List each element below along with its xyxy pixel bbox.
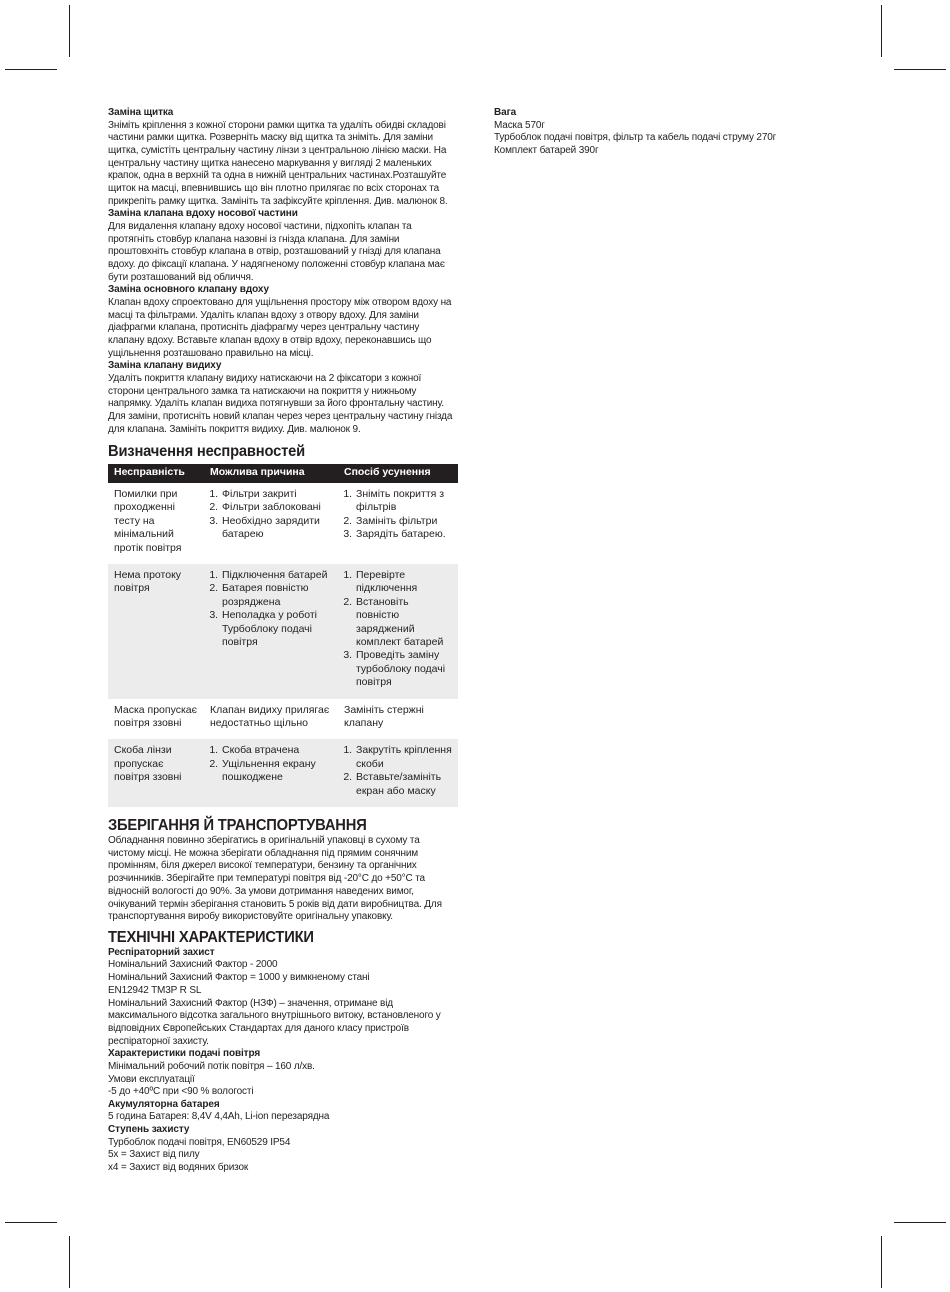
cause-cell: Клапан видиху прилягає недостатньо щільно xyxy=(210,703,330,729)
text-line: Номінальний Захисний Фактор (НЗФ) – значення, отримане від xyxy=(108,997,393,1009)
section-text xyxy=(108,221,460,285)
list-item: 1. Скоба втрачена xyxy=(221,744,334,757)
replace-shield-section xyxy=(108,107,460,208)
cause-cell xyxy=(204,739,338,807)
fault-cell: Маска пропускає повітря ззовні xyxy=(114,703,197,729)
troubleshooting-title: Визначення несправностей xyxy=(108,443,305,461)
text-line: протягніть стовбур клапана назовні із гнізда клапана. Для заміни xyxy=(108,233,400,245)
text-line: Номінальний Захисний Фактор - 2000 xyxy=(108,959,278,971)
text-line: розчинників. Зберігайте при температурі повітря від -20°C до +50°C та xyxy=(108,873,425,885)
list-item: 2. Замініть фільтри xyxy=(355,515,454,528)
text-line: x4 = Захист від водяних бризок xyxy=(108,1162,249,1174)
table-header-row xyxy=(108,464,458,482)
text-line: 5x = Захист від пилу xyxy=(108,1149,200,1161)
crop-mark xyxy=(894,69,946,70)
crop-mark xyxy=(69,5,70,57)
list-item: 3. Необхідно зарядити батарею xyxy=(221,515,334,542)
section-heading: Заміна клапана вдоху носової частини xyxy=(108,208,298,220)
section-text xyxy=(108,120,460,209)
section-text xyxy=(108,1137,460,1175)
text-line: напрямку. Удаліть клапан видиха потягнувши за його фронтальну частину. xyxy=(108,398,445,410)
list-item: 1. Підключення батарей xyxy=(221,569,334,582)
section-heading: Заміна щитка xyxy=(108,107,174,118)
section-heading: Заміна основного клапану вдоху xyxy=(108,284,269,296)
text-line: EN12942 TM3P R SL xyxy=(108,984,202,996)
nose-valve-section xyxy=(108,208,460,284)
table-row xyxy=(108,699,458,740)
text-line: масці та фільтрами. Удаліть клапан вдоху з отвору вдоху. Для заміни xyxy=(108,309,419,321)
text-line: -5 до +40ºC при <90 % вологості xyxy=(108,1086,254,1098)
fault-cell: Скоба лінзи пропускає повітря ззовні xyxy=(108,739,204,807)
column-header: Можлива причина xyxy=(204,464,338,482)
section-heading: Акумуляторна батарея xyxy=(108,1098,220,1110)
list-item: 2. Батарея повністю розряджена xyxy=(221,582,334,609)
crop-mark xyxy=(5,1222,57,1223)
column-header: Спосіб усунення xyxy=(338,464,458,482)
section-text xyxy=(108,959,460,1048)
list-item: 1. Зніміть покриття з фільтрів xyxy=(355,488,454,515)
crop-mark xyxy=(894,1222,946,1223)
list-item: 1. Перевірте підключення xyxy=(355,569,454,596)
list-item: 3. Проведіть заміну турбоблоку подачі повітря xyxy=(355,649,454,689)
storage-text xyxy=(108,835,460,924)
table-row xyxy=(108,483,458,564)
text-line: клапану вдоху. Вставьте клапан вдоху в отвір вдоху, переконавшись що xyxy=(108,335,432,347)
text-line: проштовхніть стовбур клапана в отвір, розташований у гнізді для клапана xyxy=(108,246,441,258)
text-line: чистому місці. Не можна зберігати обладнання під прямим сонячним xyxy=(108,847,419,859)
text-line: центральну частину щитка нанесено маркування у вигляді 2 маленьких xyxy=(108,157,432,169)
text-line: бути розташований від обличчя. xyxy=(108,271,254,283)
text-line: Умови експлуатації xyxy=(108,1073,195,1085)
list-item: 2. Вставьте/замініть екран або маску xyxy=(355,771,454,798)
text-line: для клапана. Замініть покриття видиху. Див. малюнок 9. xyxy=(108,423,361,435)
troubleshooting-table xyxy=(108,464,458,807)
text-line: Удаліть покриття клапану видиху натискаючи на 2 фіксатори з кожної xyxy=(108,372,422,384)
list-item: 2. Фільтри заблоковані xyxy=(221,501,334,514)
text-line: респіраторної захисту. xyxy=(108,1035,209,1047)
fix-cell: Замініть стержні клапану xyxy=(344,703,424,729)
crop-mark xyxy=(69,1236,70,1288)
text-line: Комплект батарей 390г xyxy=(494,144,599,156)
section-heading: Вага xyxy=(494,107,517,118)
fix-cell xyxy=(338,483,458,564)
section-text xyxy=(108,1061,460,1099)
text-line: максимального відсотка загального внутрішнього витоку, встановленого у xyxy=(108,1010,441,1022)
fault-cell: Помилки при проходженні тесту на мінімальний протік повітря xyxy=(114,487,182,554)
text-line: частини рамки щитка. Розверніть маску від щитка та зніміть. Для заміни xyxy=(108,132,433,144)
list-item: 3. Зарядіть батарею. xyxy=(355,528,454,541)
text-line: сторони центрального замка та натискаючи на покриття у нижньому xyxy=(108,385,417,397)
text-line: щиток на масці, впевнившись що він плотно прилягає по всіх сторонах та xyxy=(108,183,440,195)
fix-cell xyxy=(338,739,458,807)
text-line: Мінімальний робочий потік повітря – 160 л/хв. xyxy=(108,1060,315,1072)
section-text xyxy=(108,297,460,361)
section-text xyxy=(108,1111,460,1124)
text-line: вдоху. до фіксації клапана. У надягненому положенні стовбур клапана має xyxy=(108,259,445,271)
text-line: Турбоблок подачі повітря, EN60529 IP54 xyxy=(108,1136,291,1148)
main-valve-section xyxy=(108,284,460,360)
text-line: відповідних Європейських Стандартах для даного класу пристроїв xyxy=(108,1022,409,1034)
section-heading: Заміна клапану видиху xyxy=(108,360,222,372)
text-line: промінням, біля джерел високої температури, бензину та органічних xyxy=(108,860,417,872)
exhale-valve-section xyxy=(108,360,460,436)
tech-title: ТЕХНІЧНІ ХАРАКТЕРИСТИКИ xyxy=(108,928,314,946)
crop-mark xyxy=(881,1236,882,1288)
fault-cell: Нема протоку повітря xyxy=(108,564,204,699)
text-line: діафрагми клапана, протисніть діафрагму через центральну частину xyxy=(108,322,420,334)
text-line: щитка, сумістіть центральну частину лінзи з центральною лінією маски. На xyxy=(108,144,447,156)
text-line: Клапан вдоху спроектовано для ущільнення простору між отвором вдоху на xyxy=(108,296,452,308)
section-heading: Респіраторний захист xyxy=(108,946,215,958)
table-row xyxy=(108,739,458,807)
text-line: очікуваний термін зберігання становить 5 років від дати виробництва. Для xyxy=(108,898,442,910)
text-line: відносній вологості до 90%. За умови дотримання наведених вимог, xyxy=(108,885,414,897)
section-heading: Ступень захисту xyxy=(108,1124,190,1136)
text-line: крапок, одна в верхній та одна в нижній центральних частинах.Розташуйте xyxy=(108,170,447,182)
list-item: 1. Фільтри закриті xyxy=(221,488,334,501)
text-line: Обладнання повинно зберігатись в оригінальній упаковці в сухому та xyxy=(108,835,420,846)
cause-cell xyxy=(204,483,338,564)
text-line: ущільнення розташовано правильно на місці. xyxy=(108,347,314,359)
section-heading: Характеристики подачі повітря xyxy=(108,1048,261,1060)
list-item: 1. Закрутіть кріплення скоби xyxy=(355,744,454,771)
section-text xyxy=(494,120,824,158)
column-header: Несправність xyxy=(108,464,204,482)
list-item: 3. Неполадка у роботі Турбоблоку подачі повітря xyxy=(221,609,334,649)
cause-cell xyxy=(204,564,338,699)
section-text xyxy=(108,373,460,437)
text-line: Турбоблок подачі повітря, фільтр та кабель подачі струму 270г xyxy=(494,132,777,144)
text-line: Зніміть кріплення з кожної сторони рамки щитка та удаліть обидві складові xyxy=(108,119,446,131)
crop-mark xyxy=(5,69,57,70)
text-line: Для заміни, протисніть новий клапан через через центральну частину гнізда xyxy=(108,411,453,423)
text-line: Номінальний Захисний Фактор = 1000 у вимкненому стані xyxy=(108,972,370,984)
list-item: 2. Встановіть повністю заряджений комплект батарей xyxy=(355,596,454,650)
table-row xyxy=(108,564,458,699)
right-column xyxy=(494,107,824,158)
list-item: 2. Ущільнення екрану пошкоджене xyxy=(221,758,334,785)
fix-cell xyxy=(338,564,458,699)
text-line: 5 година Батарея: 8,4V 4,4Ah, Li-ion перезарядна xyxy=(108,1111,330,1123)
text-line: Маска 570г xyxy=(494,119,545,131)
crop-mark xyxy=(881,5,882,57)
text-line: транспортування виробу використовуйте оригінальну упаковку. xyxy=(108,911,393,923)
text-line: прикрепіть рамку щитка. Замініть та зафіксуйте кріплення. Див. малюнок 8. xyxy=(108,195,448,207)
storage-title: ЗБЕРІГАННЯ Й ТРАНСПОРТУВАННЯ xyxy=(108,817,367,834)
left-column xyxy=(108,107,460,1175)
text-line: Для видалення клапану вдоху носової частини, підхопіть клапан та xyxy=(108,220,412,232)
